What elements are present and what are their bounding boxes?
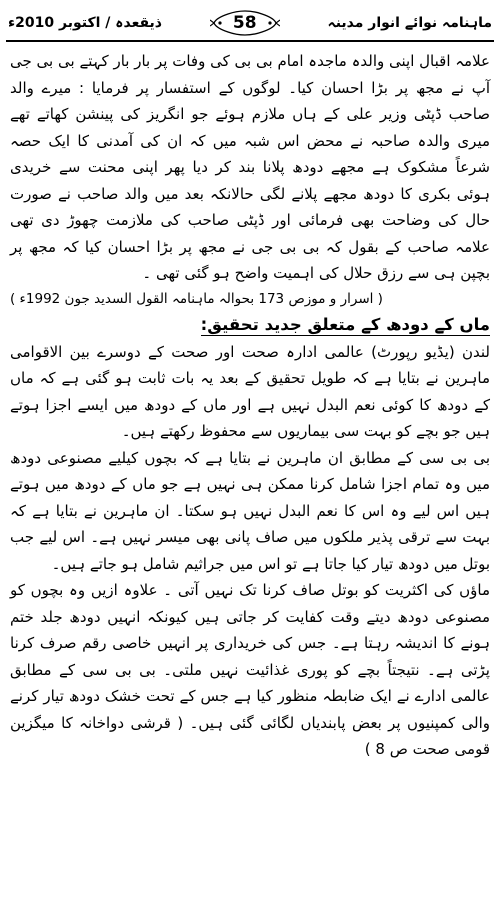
section-heading-text: ماں کے دودھ کے متعلق جدید تحقیق: (200, 314, 490, 334)
section-heading (10, 311, 490, 339)
paragraph-mothers-bottles: ماؤں کی اکثریت کو بوتل صاف کرنا تک نہیں آتی ۔ علاوہ ازیں وہ بچوں کو مصنوعی دودھ دیتے وقت کفایت کر جاتی ہیں کیونکہ انہیں دودھ جلد ختم ہونے کا اندیشہ رہتا ہے۔ جس کی خریداری پر انہیں خاصی رقم صرف کرنا پڑتی ہے۔ نتیجتاً بچے کو پوری غذائیت نہیں ملتی۔ بی بی سی کے مطابق عالمی ادارے نے ایک ضابطہ منظور کیا ہے جس کے تحت خشک دودھ تیار کرنے والی کمپنیوں پر بعض پابندیاں لگائی گئی ہیں۔ ( قرشی دواخانہ کا میگزین قومی صحت ص 8 ) (10, 581, 490, 758)
article-body (10, 48, 490, 905)
paragraph-london-report: لندن (یڈیو رپورٹ) عالمی ادارہ صحت اور صحت کے دوسرے بین الاقوامی ماہرین نے بتایا ہے کہ طویل تحقیق کے بعد یہ بات ثابت ہو گئی ہے کہ ماں کے دودھ کا کوئی نعم البدل نہیں ہے اور ماں کے دودھ میں ایسے اجزا ہوتے ہیں جو بچے کو بہت سی بیماریوں سے محفوظ رکھتے ہیں۔ (10, 342, 490, 440)
page-number: 58 (232, 13, 257, 33)
page-header (8, 6, 492, 40)
paragraph-iqbal-anecdote: علامہ اقبال اپنی والدہ ماجدہ امام بی بی کی وفات پر بار بار کہتے بی بی جی آپ نے مجھ پر بڑا احسان کیا۔ لوگوں کے استفسار پر فرمایا : میرے والد صاحب ڈپٹی وزیر علی کے ہاں ملازم ہوئے جو انگریز کی پینشن کھاتے تھے میری والدہ صاحبہ نے محض اس شبہ میں کہ ان کی آمدنی کا ایک حصہ شرعاً مشکوک ہے مجھے دودھ پلانا بند کر دیا پھر اپنی محنت سے خریدی ہوئی بکری کا دودھ مجھے پلانے لگی حالانکہ بعد میں والد صاحب نے صورت حال کی وضاحت بھی فرمائی اور ڈپٹی صاحب کی ملازمت چھوڑ دی تھی علامہ صاحب کے بقول کہ بی بی جی نے مجھ پر بڑا احسان کیا کہ مجھ پر بچپن ہی سے رزق حلال کی اہمیت واضح ہو گئی تھی ۔ (10, 52, 490, 282)
page-number-badge (210, 10, 280, 36)
magazine-title: ماہنامہ نوائے انوار مدینہ (327, 15, 492, 31)
paragraph-bbc-experts: بی بی سی کے مطابق ان ماہرین نے بتایا ہے کہ بچوں کیلیے مصنوعی دودھ میں وہ تمام اجزا شامل کرنا ممکن ہی نہیں ہے جو ماں کے دودھ میں ہوتے ہیں اس لیے وہ اس کا نعم البدل نہیں ہو سکتا۔ ان ماہرین نے بتایا ہے کہ بہت سے ترقی پذیر ملکوں میں صاف پانی بھی میسر نہیں ہے۔ اس لیے جب بوتل میں دودھ تیار کیا جاتا ہے تو اس میں جراثیم شامل ہو جاتے ہیں۔ (10, 448, 490, 573)
reference-citation: ( اسرار و موزص 173 بحوالہ ماہنامہ القول السدید جون 1992ء ) (10, 290, 383, 307)
issue-date: ذیقعدہ / اکتوبر 2010ء (8, 15, 162, 31)
header-divider (6, 40, 494, 42)
